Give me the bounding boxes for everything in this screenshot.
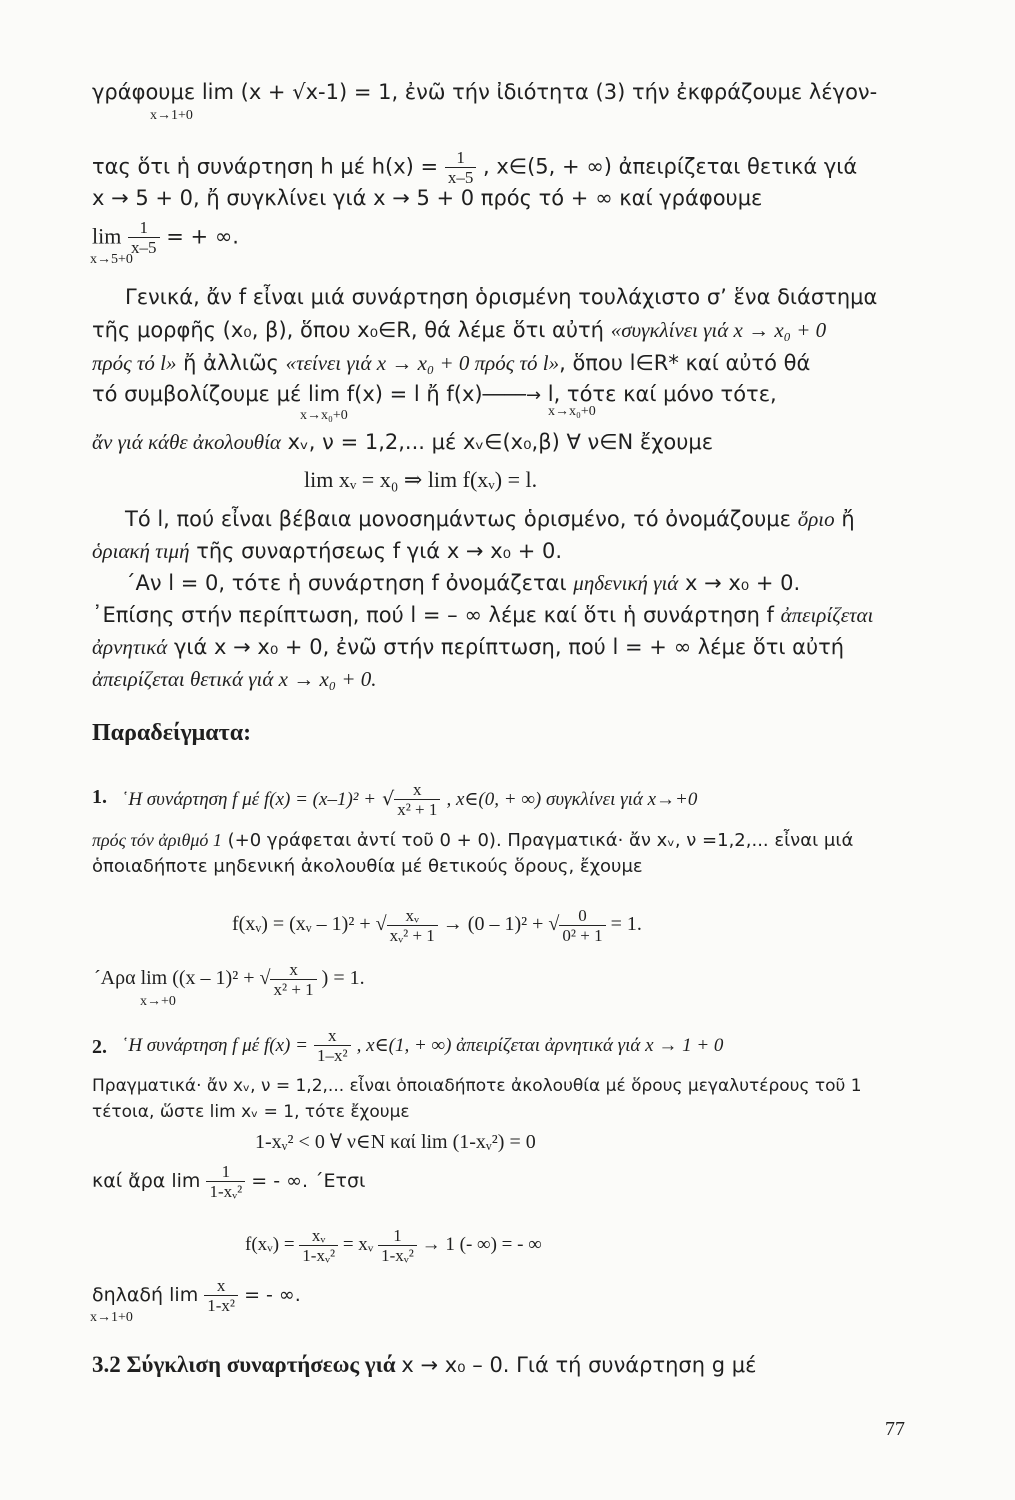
fraction: [394, 780, 440, 819]
text-span: = xᵥ: [342, 1233, 374, 1255]
text-span: καί ἄρα lim: [92, 1170, 201, 1192]
fraction: [314, 1026, 351, 1065]
limit-subscript: x→1+0: [150, 108, 193, 123]
text-span: x → x₀ + 0.: [685, 571, 801, 595]
denominator: 1-xᵥ²: [206, 1181, 245, 1201]
sqrt-sign: √: [259, 967, 271, 990]
text-span: ˊΑν l = 0, τότε ἡ συνάρτηση f ὀνομάζεται: [125, 571, 567, 595]
text-span: ἤ ἀλλιῶς: [183, 351, 279, 375]
numerator: 1: [393, 1226, 402, 1245]
denominator: x² + 1: [394, 799, 440, 819]
italic-span: ῾Η συνάρτηση f μέ f(x) = (x–1)² +: [122, 789, 377, 810]
sqrt-sign: √: [382, 788, 395, 810]
denominator: xᵥ² + 1: [387, 925, 438, 945]
text-span: , ὅπου l∈R* καί αὐτό θά: [559, 351, 811, 375]
arrow: ────→: [482, 385, 542, 406]
text-span: → 1 (- ∞) = - ∞: [421, 1233, 542, 1255]
formula: [232, 906, 642, 945]
italic-span: ὅριο: [797, 507, 835, 531]
fraction: [378, 1226, 417, 1265]
denominator: x² + 1: [270, 979, 316, 999]
italic-span: , x∈(0, + ∞) συγκλίνει γιά x→+0: [446, 789, 698, 810]
fraction: [559, 906, 605, 945]
text-span: = + ∞.: [166, 224, 239, 249]
italic-span: πρός τό l»: [92, 351, 177, 375]
italic-span: μηδενική γιά: [573, 571, 679, 595]
section-heading: [92, 1352, 756, 1378]
text-line: [122, 780, 697, 819]
fraction: [299, 1226, 338, 1265]
section-title: 3.2 Σύγκλιση συναρτήσεως γιά: [92, 1352, 396, 1377]
text-span: → (0 – 1)² +: [442, 913, 544, 936]
italic-span: ἄν γιά κάθε ἀκολουθία: [92, 430, 281, 454]
text-span: f(xᵥ) =: [245, 1233, 295, 1255]
text-line: [92, 430, 713, 454]
text-line: x → 5 + 0, ἤ συγκλίνει γιά x → 5 + 0 πρός τό + ∞ καί γράφουμε: [92, 186, 763, 210]
text-span: ἤ: [841, 507, 855, 531]
fraction: [270, 960, 316, 999]
text-span: ᾿Επίσης στήν περίπτωση, πού l = – ∞ λέμε καί ὅτι ἡ συνάρτηση f: [92, 603, 774, 627]
fraction: [445, 148, 477, 187]
denominator: 1–x²: [314, 1045, 351, 1065]
denominator: x–5: [445, 167, 477, 187]
example-number: 1.: [92, 786, 107, 808]
examples-heading: Παραδείγματα:: [92, 720, 252, 746]
formula: lim xᵥ = x₀ ⇒ lim f(xᵥ) = l.: [304, 467, 538, 492]
fraction: [206, 1162, 245, 1201]
text-span: Τό l, πού εἶναι βέβαια μονοσημάντως ὁρισμένο, τό ὀνομάζουμε: [125, 507, 792, 531]
page-number: 77: [885, 1418, 905, 1440]
text-span: τῆς συναρτήσεως f γιά x → x₀ + 0.: [196, 539, 563, 563]
denominator: 0² + 1: [559, 925, 605, 945]
italic-span: ἀρνητικά: [92, 635, 168, 659]
text-line: [92, 148, 857, 187]
numerator: 1: [456, 148, 465, 167]
italic-span: πρός τόν ἀριθμό 1: [92, 830, 222, 850]
text-span: ˊΑρα lim ((x – 1)² +: [94, 967, 255, 990]
text-span: τῆς μορφῆς (x₀, β), ὅπου x₀∈R, θά λέμε ὅτι αὐτή: [92, 318, 604, 342]
sqrt-sign: √: [548, 913, 560, 936]
italic-span: ἀπειρίζεται: [780, 603, 874, 627]
text-line: [125, 571, 800, 595]
limit-subscript: x→1+0: [90, 1310, 133, 1325]
text-line: Γενικά, ἄν f εἶναι μιά συνάρτηση ὁρισμένη τουλάχιστο σ’ ἕνα διάστημα: [125, 285, 878, 309]
text-span: = - ∞.: [244, 1284, 301, 1306]
text-span: xᵥ, ν = 1,2,... μέ xᵥ∈(x₀,β) ∀ ν∈N ἔχουμε: [287, 430, 714, 454]
text-span: (+0 γράφεται ἀντί τοῦ 0 + 0). Πραγματικά· ἄν xᵥ, ν =1,2,... εἶναι μιά: [227, 830, 854, 851]
numerator: x: [216, 1276, 226, 1295]
italic-span: , x∈(1, + ∞) ἀπειρίζεται ἀρνητικά γιά x → 1 + 0: [356, 1035, 724, 1056]
italic-span: ὁριακή τιμή: [92, 539, 190, 563]
text-line: [122, 1026, 723, 1065]
italic-span: «συγκλίνει γιά x → x₀ + 0: [610, 318, 827, 342]
numerator: x: [413, 780, 422, 799]
text-line: [125, 507, 855, 531]
numerator: 1: [139, 218, 149, 237]
text-span: τό συμβολίζουμε μέ lim f(x) = l ἤ f(x): [92, 382, 483, 406]
text-span: , x∈(5, + ∞) ἀπειρίζεται θετικά γιά: [483, 154, 858, 179]
denominator: 1-x²: [204, 1295, 238, 1315]
formula: [94, 960, 365, 999]
denominator: 1-xᵥ²: [299, 1245, 338, 1265]
text-span: = - ∞. ˊΕτσι: [251, 1170, 366, 1192]
text-line: [92, 1162, 365, 1201]
numerator: x: [289, 960, 298, 979]
text-span: τας ὅτι ἡ συνάρτηση h μέ h(x) =: [92, 154, 439, 179]
text-line: ὁποιαδήποτε μηδενική ἀκολουθία μέ θετικούς ὅρους, ἔχουμε: [92, 856, 643, 877]
fraction: [204, 1276, 238, 1315]
example-number: 2.: [92, 1036, 107, 1058]
text-line: Πραγματικά· ἄν xᵥ, ν = 1,2,... εἶναι ὁποιαδήποτε ἀκολουθία μέ ὅρους μεγαλυτέρους τοῦ 1: [92, 1076, 862, 1096]
text-line: [92, 828, 853, 853]
text-line: ἀπειρίζεται θετικά γιά x → x₀ + 0.: [92, 667, 377, 691]
text-line: [92, 351, 810, 375]
arrow-subscript: x→x₀+0: [548, 404, 596, 419]
formula: [245, 1226, 542, 1265]
text-span: l, τότε καί μόνο τότε,: [547, 382, 777, 406]
text-line: [92, 635, 844, 659]
lim-symbol: lim: [92, 223, 122, 249]
section-text: x → x₀ – 0. Γιά τή συνάρτηση g μέ: [401, 1353, 757, 1377]
text-line: [92, 539, 562, 563]
text-line: [92, 382, 777, 408]
text-line: γράφουμε lim (x + √x‑1) = 1, ἐνῶ τήν ἰδιότητα (3) τήν ἐκφράζουμε λέγον-: [92, 80, 878, 104]
italic-span: «τείνει γιά x → x₀ + 0 πρός τό l»: [285, 351, 560, 375]
numerator: 1: [221, 1162, 231, 1181]
denominator: x–5: [128, 237, 160, 257]
text-span: f(xᵥ) = (xᵥ – 1)² +: [232, 913, 371, 936]
fraction: [387, 906, 438, 945]
numerator: xᵥ: [311, 1226, 326, 1245]
text-line: [92, 318, 826, 342]
limit-subscript: x→x₀+0: [300, 408, 348, 423]
text-span: δηλαδή lim: [92, 1284, 199, 1306]
limit-subscript: x→+0: [140, 994, 176, 1009]
denominator: 1-xᵥ²: [378, 1245, 417, 1265]
text-line: τέτοια, ὥστε lim xᵥ = 1, τότε ἔχουμε: [92, 1102, 410, 1122]
sqrt-sign: √: [375, 913, 387, 936]
text-span: = 1.: [610, 913, 642, 936]
formula: 1-xᵥ² < 0 ∀ ν∈N καί lim (1-xᵥ²) = 0: [255, 1131, 536, 1153]
italic-span: ῾Η συνάρτηση f μέ f(x) =: [122, 1035, 308, 1056]
text-line: [92, 603, 873, 627]
limit-subscript: x→5+0: [90, 252, 133, 267]
numerator: 0: [578, 906, 587, 925]
text-span: γιά x → x₀ + 0, ἐνῶ στήν περίπτωση, πού l = + ∞ λέμε ὅτι αὐτή: [173, 635, 845, 659]
text-span: ) = 1.: [321, 967, 365, 990]
numerator: x: [328, 1026, 337, 1045]
numerator: xᵥ: [405, 906, 419, 925]
